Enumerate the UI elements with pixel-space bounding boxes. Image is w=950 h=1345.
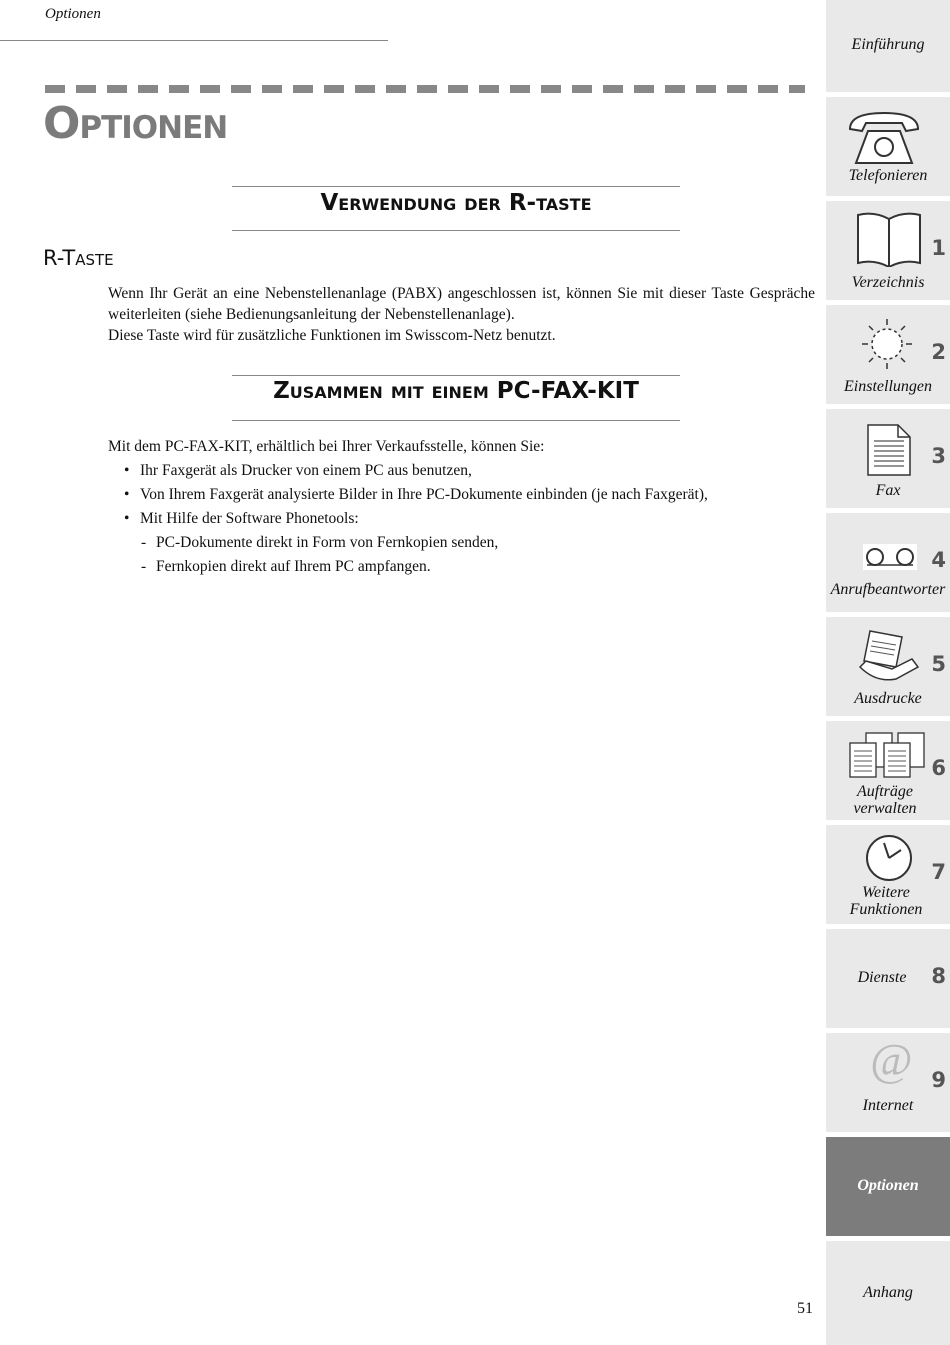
tab-label: Aufträge verwalten	[853, 783, 917, 817]
bullet-icon: •	[124, 462, 130, 479]
list-item	[108, 483, 815, 507]
section2-heading: Zusammen mit einem PC-FAX-KIT	[273, 378, 639, 404]
tab-telefonieren[interactable]	[826, 97, 950, 196]
printer-icon	[856, 627, 922, 687]
chapter-sidebar	[826, 0, 950, 1345]
sub-list-item	[108, 555, 815, 579]
list-item-text: Von Ihrem Faxgerät analysierte Bilder in Ihre PC-Dokumente einbinden (je nach Faxgerät),	[140, 486, 708, 503]
tab-weitere-funktionen[interactable]	[826, 825, 950, 924]
list-item	[108, 507, 815, 531]
tab-label: Einführung	[851, 36, 925, 53]
paragraph-line: Wenn Ihr Gerät an eine Nebenstellenanlage (PABX) angeschlossen ist, können Sie mit dieser Taste Gespräche weiterleiten (siehe Bedienungsanleitung der Nebenstellenanlage).	[108, 285, 815, 323]
sun-dial-icon	[858, 313, 916, 371]
tab-number: 1	[931, 236, 946, 260]
tab-einfuehrung[interactable]	[826, 0, 950, 92]
list-item-text: Ihr Faxgerät als Drucker von einem PC aus benutzen,	[140, 462, 472, 479]
list-intro: Mit dem PC-FAX-KIT, erhältlich bei Ihrer Verkaufsstelle, können Sie:	[108, 438, 545, 455]
tab-anhang[interactable]	[826, 1241, 950, 1345]
tab-label: Ausdrucke	[854, 690, 922, 707]
section2-rule-top	[232, 375, 680, 376]
book-icon	[856, 211, 922, 267]
cassette-icon	[862, 543, 918, 571]
tab-number: 3	[931, 444, 946, 468]
tab-internet[interactable]	[826, 1033, 950, 1132]
tab-fax[interactable]	[826, 409, 950, 508]
document-icon	[866, 423, 912, 477]
tab-verzeichnis[interactable]	[826, 201, 950, 300]
page-number: 51	[797, 1300, 813, 1317]
section2-rule-bottom	[232, 420, 680, 421]
tab-optionen[interactable]	[826, 1137, 950, 1236]
tab-number: 8	[931, 964, 946, 988]
tab-label: Anhang	[863, 1284, 913, 1301]
tab-label: Telefonieren	[848, 167, 928, 184]
tab-label: Internet	[862, 1097, 914, 1114]
tab-einstellungen[interactable]	[826, 305, 950, 404]
header-rule	[0, 40, 388, 41]
section1-rule-top	[232, 186, 680, 187]
telephone-icon	[846, 107, 922, 165]
tab-number: 9	[931, 1068, 946, 1092]
tab-ausdrucke[interactable]	[826, 617, 950, 716]
section2-list	[108, 435, 815, 579]
page-title: Optionen	[43, 98, 228, 149]
documents-icon	[846, 731, 930, 781]
tab-label: Dienste	[857, 969, 907, 986]
tab-number: 2	[931, 340, 946, 364]
tab-number: 4	[931, 548, 946, 572]
tab-label: Weitere Funktionen	[849, 884, 923, 918]
at-sign-icon: @	[870, 1034, 913, 1085]
tab-dienste[interactable]	[826, 929, 950, 1028]
dash-icon: -	[141, 534, 147, 551]
paragraph-line: Diese Taste wird für zusätzliche Funktionen im Swisscom-Netz benutzt.	[108, 327, 556, 344]
tab-number: 7	[931, 860, 946, 884]
section1-paragraph	[108, 283, 815, 346]
tab-label: Einstellungen	[844, 378, 932, 395]
sub-list-item-text: Fernkopien direkt auf Ihrem PC ampfangen.	[156, 558, 431, 575]
list-item	[108, 459, 815, 483]
tab-anrufbeantworter[interactable]	[826, 513, 950, 612]
dash-icon: -	[141, 558, 147, 575]
section1-heading: Verwendung der R-taste	[320, 190, 592, 216]
list-item-text: Mit Hilfe der Software Phonetools:	[140, 510, 359, 527]
header-section-label: Optionen	[45, 6, 101, 22]
bullet-icon: •	[124, 486, 130, 503]
sub-list-item	[108, 531, 815, 555]
tab-label: Anrufbeantworter	[830, 581, 946, 598]
tab-label: Optionen	[857, 1177, 919, 1194]
tab-number: 6	[931, 756, 946, 780]
section1-subheading: R-Taste	[43, 246, 114, 270]
tab-number: 5	[931, 652, 946, 676]
tab-auftraege-verwalten[interactable]	[826, 721, 950, 820]
tab-label: Verzeichnis	[851, 274, 925, 291]
title-dash-bar	[45, 85, 805, 93]
bullet-icon: •	[124, 510, 130, 527]
clock-icon	[864, 833, 914, 883]
sub-list-item-text: PC-Dokumente direkt in Form von Fernkopien senden,	[156, 534, 499, 551]
section1-rule-bottom	[232, 230, 680, 231]
tab-label: Fax	[875, 482, 901, 499]
